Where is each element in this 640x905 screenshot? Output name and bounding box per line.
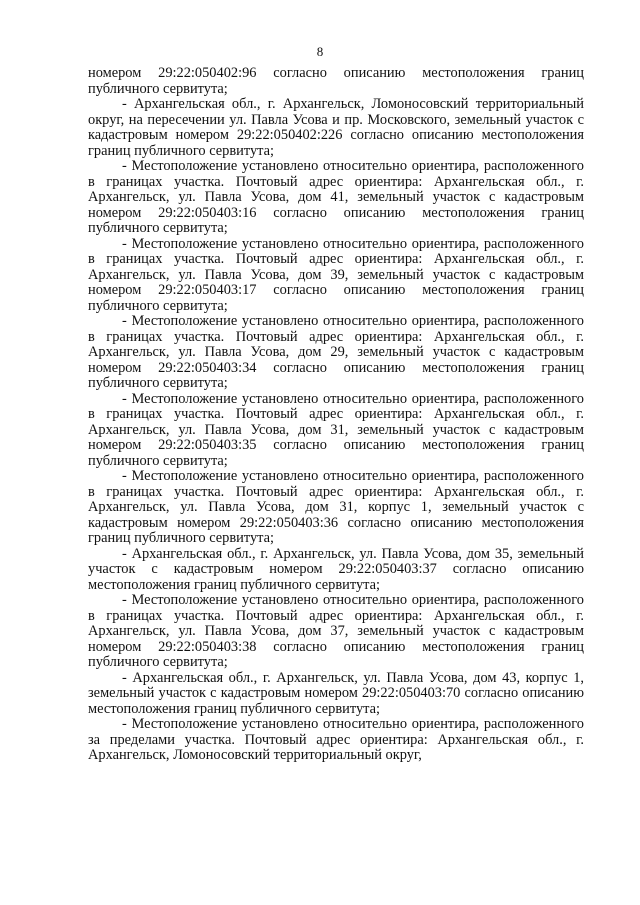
document-body [88, 66, 584, 764]
paragraph-7: - Местоположение установлено относительно ориентира, расположенного в границах участка. Почтовый адрес ориентира: Архангельская обл., г. Архангельск, ул. Павла Усова, дом 31, корпус 1, земельный участок с кадастровым номером 29:22:050403:36 согласно описанию местоположения границ публичного сервитута; [88, 468, 584, 546]
paragraph-5: - Местоположение установлено относительно ориентира, расположенного в границах участка. Почтовый адрес ориентира: Архангельская обл., г. Архангельск, ул. Павла Усова, дом 29, земельный участок с кадастровым номером 29:22:050403:34 согласно описанию местоположения границ публичного сервитута; [88, 313, 584, 391]
paragraph-6: - Местоположение установлено относительно ориентира, расположенного в границах участка. Почтовый адрес ориентира: Архангельская обл., г. Архангельск, ул. Павла Усова, дом 31, земельный участок с кадастровым номером 29:22:050403:35 согласно описанию местоположения границ публичного сервитута; [88, 390, 584, 469]
paragraph-1: номером 29:22:050402:96 согласно описанию местоположения границ публичного сервитута; [88, 65, 584, 97]
paragraph-2: - Архангельская обл., г. Архангельск, Ломоносовский территориальный округ, на пересечении ул. Павла Усова и пр. Московского, земельный участок с кадастровым номером 29:22:050402:226 согласно описанию местоположения границ публичного сервитута; [88, 96, 584, 159]
paragraph-11: - Местоположение установлено относительно ориентира, расположенного за пределами участка. Почтовый адрес ориентира: Архангельская обл., г. Архангельск, Ломоносовский территориальный округ, [88, 716, 584, 763]
paragraph-10: - Архангельская обл., г. Архангельск, ул. Павла Усова, дом 43, корпус 1, земельный участок с кадастровым номером 29:22:050403:70 согласно описанию местоположения границ публичного сервитута; [88, 669, 584, 717]
paragraph-9: - Местоположение установлено относительно ориентира, расположенного в границах участка. Почтовый адрес ориентира: Архангельская обл., г. Архангельск, ул. Павла Усова, дом 37, земельный участок с кадастровым номером 29:22:050403:38 согласно описанию местоположения границ публичного сервитута; [88, 592, 584, 670]
page-number: 8 [316, 44, 324, 59]
paragraph-4: - Местоположение установлено относительно ориентира, расположенного в границах участка. Почтовый адрес ориентира: Архангельская обл., г. Архангельск, ул. Павла Усова, дом 39, земельный участок с кадастровым номером 29:22:050403:17 согласно описанию местоположения границ публичного сервитута; [88, 235, 584, 314]
paragraph-3: - Местоположение установлено относительно ориентира, расположенного в границах участка. Почтовый адрес ориентира: Архангельская обл., г. Архангельск, ул. Павла Усова, дом 41, земельный участок с кадастровым номером 29:22:050403:16 согласно описанию местоположения границ публичного сервитута; [88, 158, 584, 236]
paragraph-8: - Архангельская обл., г. Архангельск, ул. Павла Усова, дом 35, земельный участок с кадастровым номером 29:22:050403:37 согласно описанию местоположения границ публичного сервитута; [88, 545, 584, 593]
